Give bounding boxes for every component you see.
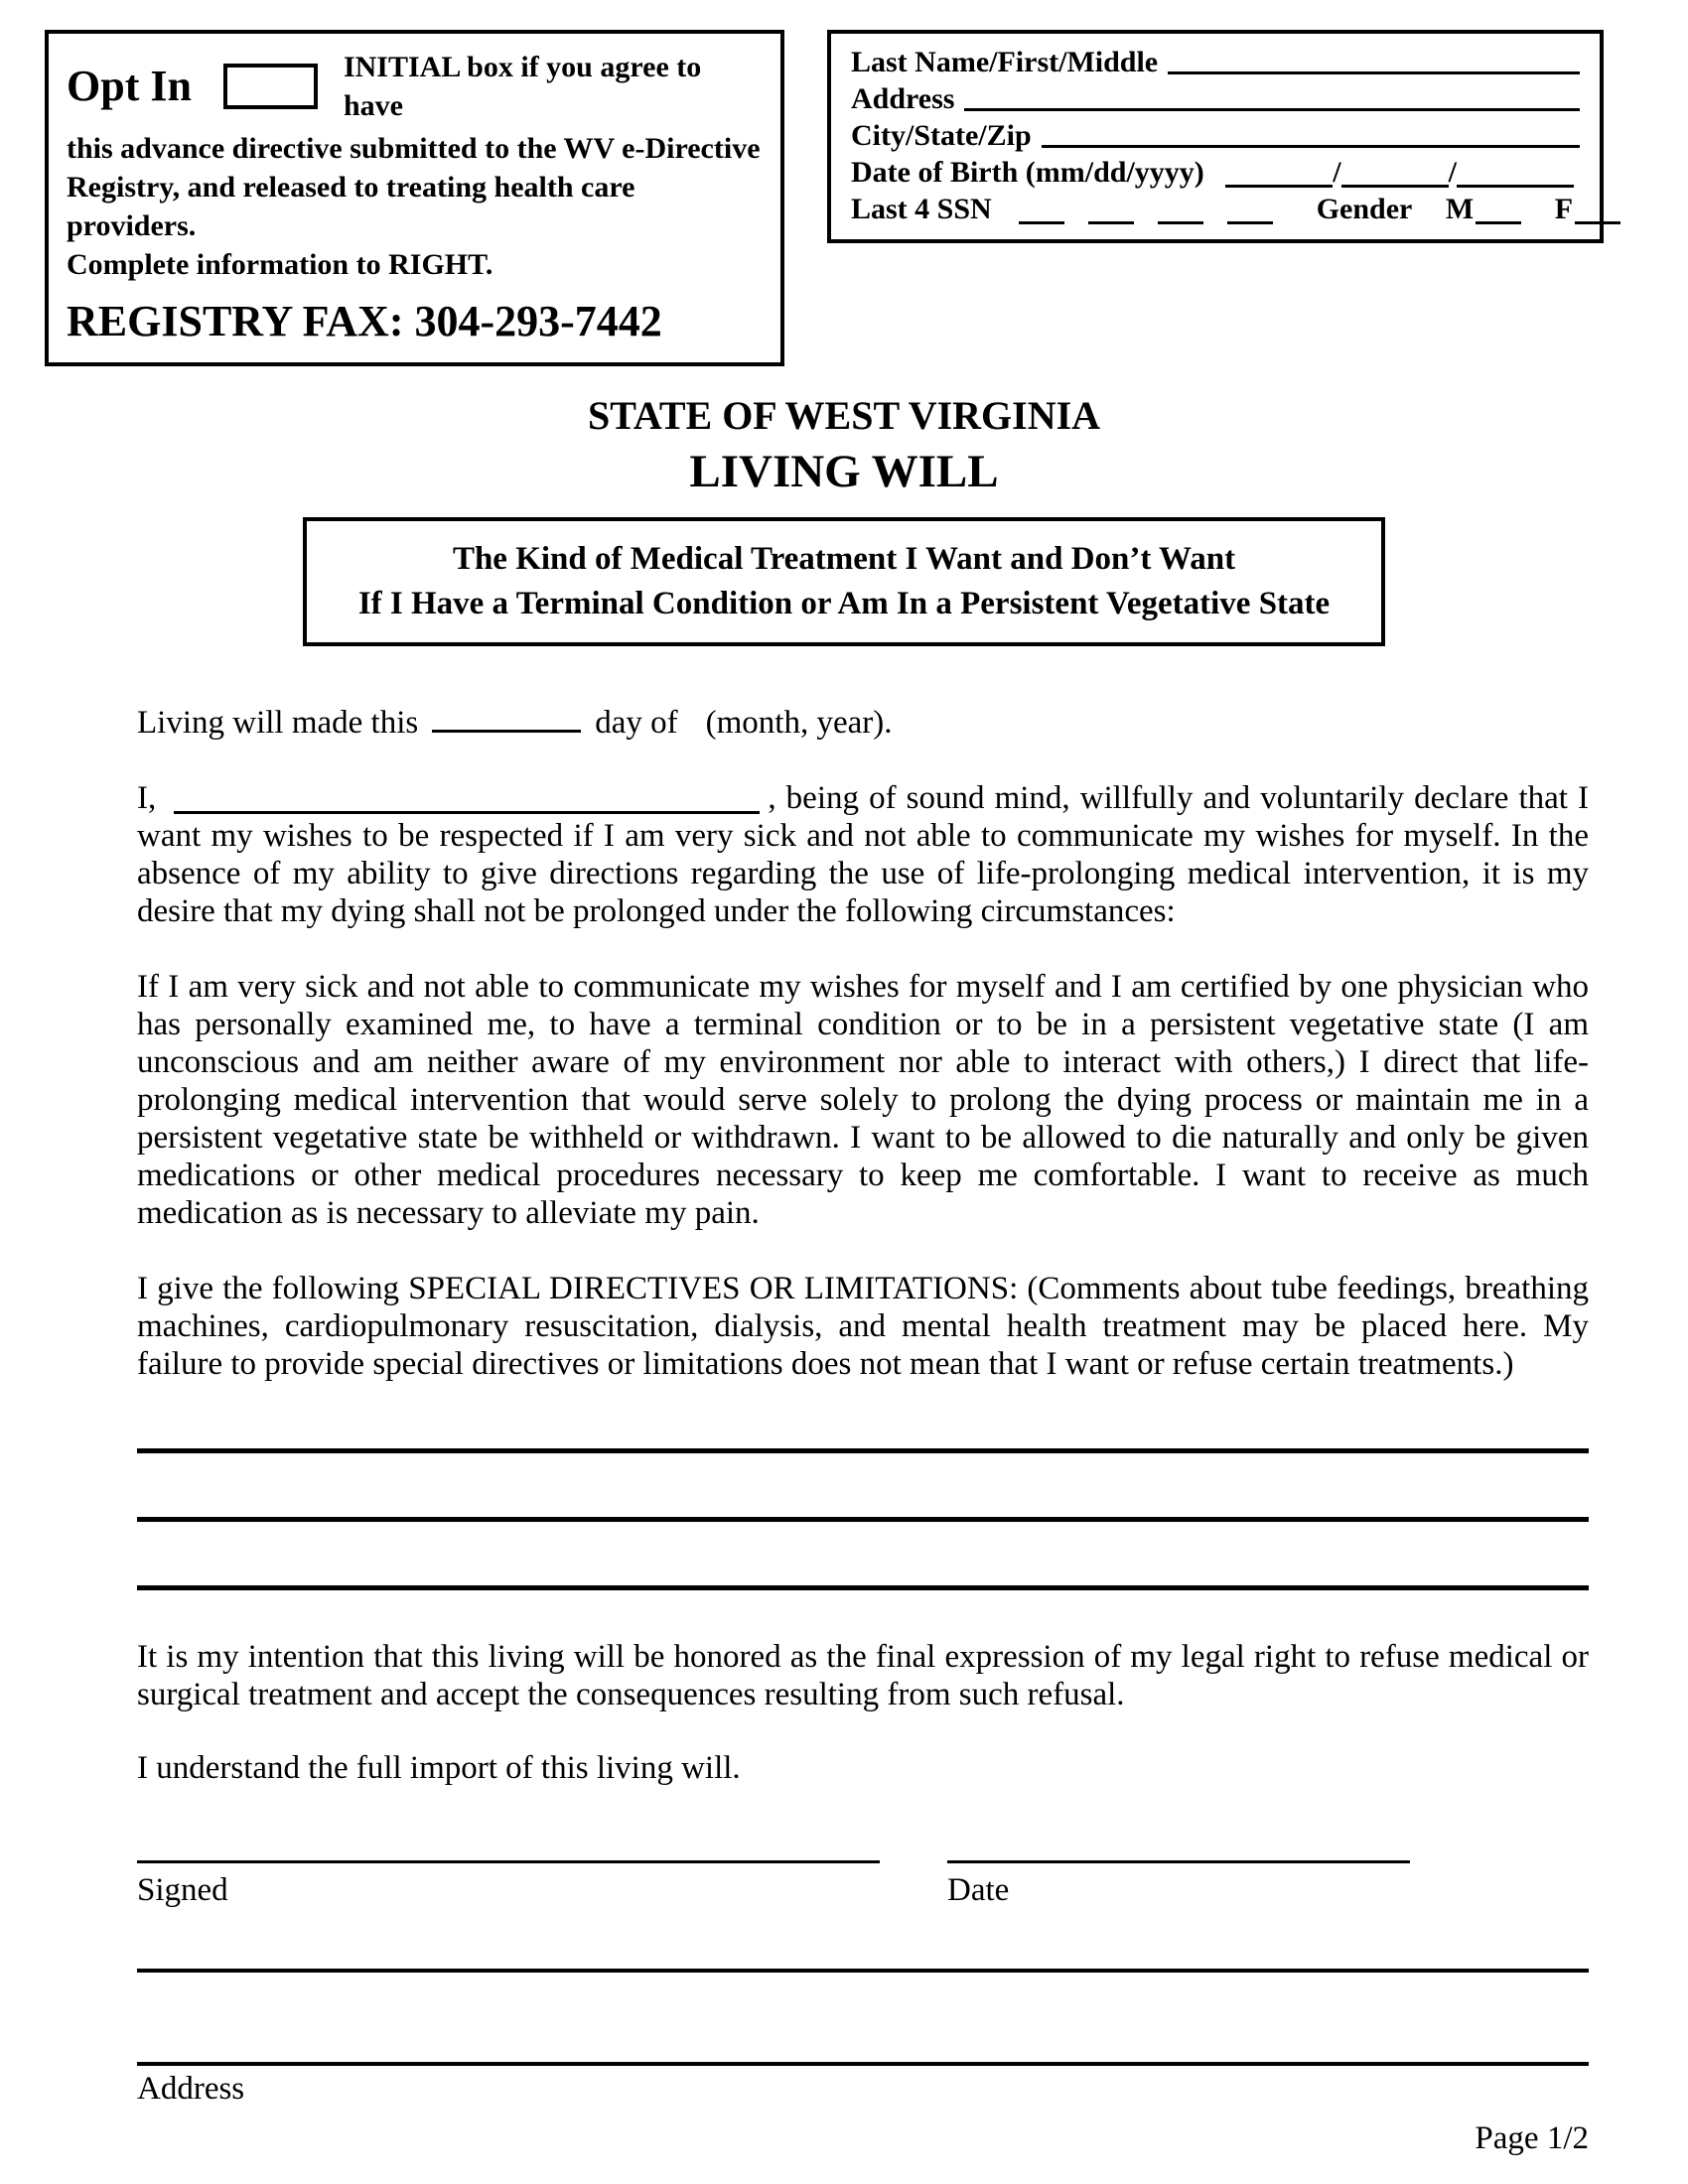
subtitle-box	[303, 517, 1385, 646]
ssn-field-label: Last 4 SSN	[851, 193, 992, 225]
signed-column	[137, 1860, 880, 1909]
date-label: Date	[947, 1872, 1010, 1909]
declaration-suffix: , being of sound mind, willfully and voluntarily declare that I want my wishes to be respected if I am very sick and not able to communicate my wishes for myself. In the absence of my ability to give directions regarding the use of life-prolonging medical intervention, it is my desire that my dying shall not be prolonged under the following circumstances:	[137, 780, 1590, 930]
declaration-prefix: I,	[137, 780, 157, 817]
gender-label: Gender	[1316, 193, 1413, 225]
header-boxes-row	[45, 30, 1604, 366]
state-title: STATE OF WEST VIRGINIA	[587, 393, 1101, 438]
opt-in-instruction-line3: Registry, and released to treating health care providers.	[67, 171, 635, 242]
directive-paragraph: If I am very sick and not able to communicate my wishes for myself and I am certified by one physician who has personally examined me, to have a terminal condition or to be in a persistent vegetative state (I am unconscious and am neither aware of my environment nor able to interact with others,) I direct that life-prolonging medical intervention that would serve solely to prolong the dying process or maintain me in a persistent vegetative state be withheld or withdrawn. I want to be allowed to die naturally and only be given medications or other medical procedures necessary to keep me comfortable. I want to receive as much medication as is necessary to alleviate my pain.	[137, 969, 1589, 1232]
gender-male-label: M	[1445, 193, 1475, 225]
address-field-label: Address	[851, 82, 955, 115]
gender-female-blank[interactable]	[1575, 221, 1620, 224]
special-directives-paragraph: I give the following SPECIAL DIRECTIVES OR LIMITATIONS: (Comments about tube feedings, breathing machines, cardiopulmonary resuscitation, dialysis, and mental health treatment may be placed here. My failure to provide special directives or limitations does not mean that I want or refuse certain treatments.)	[137, 1271, 1589, 1383]
ssn-digit-blank-2[interactable]	[1088, 221, 1134, 224]
name-field-label: Last Name/First/Middle	[851, 46, 1159, 78]
signed-label: Signed	[137, 1872, 228, 1909]
city-state-zip-field-blank[interactable]	[1042, 142, 1580, 148]
city-state-zip-field-label: City/State/Zip	[851, 119, 1032, 152]
subtitle-line2: If I Have a Terminal Condition or Am In a Persistent Vegetative State	[357, 586, 1331, 622]
subtitle-line1: The Kind of Medical Treatment I Want and Don’t Want	[452, 541, 1236, 578]
date-line-middle: day of	[595, 705, 678, 742]
day-blank[interactable]	[432, 730, 581, 733]
opt-in-instruction-line2: this advance directive submitted to the WV e-Directive	[67, 132, 761, 165]
document-body	[137, 704, 1589, 2157]
page-number: Page 1/2	[1475, 2120, 1589, 2157]
dob-separator-2: /	[1448, 156, 1457, 189]
date-line-prefix: Living will made this	[137, 705, 419, 742]
initial-input-box[interactable]	[223, 64, 318, 109]
dob-year-blank[interactable]	[1457, 185, 1574, 188]
gender-female-label: F	[1554, 193, 1574, 225]
signed-signature-line[interactable]	[137, 1860, 880, 1863]
document-title: LIVING WILL	[689, 446, 999, 497]
ssn-digit-blank-4[interactable]	[1227, 221, 1273, 224]
address-label: Address	[137, 2071, 245, 2108]
opt-in-registry-box	[45, 30, 784, 366]
city-state-zip-field-row	[851, 117, 1580, 154]
registry-fax-number: REGISTRY FAX: 304-293-7442	[67, 297, 662, 345]
signature-row	[137, 1860, 1589, 1909]
opt-in-instruction-line1: INITIAL box if you agree to have	[343, 51, 702, 122]
ssn-digit-blank-1[interactable]	[1019, 221, 1064, 224]
name-field-row	[851, 44, 1580, 80]
opt-in-title: Opt In	[67, 61, 192, 110]
gender-male-blank[interactable]	[1476, 221, 1521, 224]
special-directives-writing-line-1[interactable]	[137, 1448, 1589, 1453]
dob-day-blank[interactable]	[1341, 185, 1449, 188]
declarant-name-blank[interactable]	[174, 811, 760, 814]
ssn-digit-blank-3[interactable]	[1158, 221, 1203, 224]
date-made-line	[137, 704, 1589, 742]
opt-in-line	[67, 48, 763, 125]
patient-info-box	[827, 30, 1604, 243]
ssn-gender-field-row	[851, 191, 1580, 227]
witness-writing-line[interactable]	[137, 1969, 1589, 1973]
date-signature-line[interactable]	[947, 1860, 1410, 1863]
address-field-row	[851, 80, 1580, 117]
dob-field-label: Date of Birth (mm/dd/yyyy)	[851, 156, 1204, 189]
date-column	[947, 1860, 1410, 1909]
understanding-line: I understand the full import of this living will.	[137, 1750, 741, 1787]
opt-in-instruction-line4: Complete information to RIGHT.	[67, 248, 493, 281]
date-line-suffix: (month, year).	[705, 705, 893, 742]
name-field-blank[interactable]	[1168, 68, 1580, 74]
dob-field-row	[851, 154, 1580, 191]
declaration-paragraph	[137, 779, 1589, 930]
intention-paragraph: It is my intention that this living will be honored as the final expression of my legal right to refuse medical or surgical treatment and accept the consequences resulting from such refusal.	[137, 1639, 1589, 1713]
dob-separator: /	[1333, 156, 1341, 189]
special-directives-writing-line-2[interactable]	[137, 1517, 1589, 1522]
address-field-blank[interactable]	[964, 105, 1580, 111]
address-writing-line[interactable]	[137, 2062, 1589, 2066]
dob-month-blank[interactable]	[1225, 185, 1333, 188]
special-directives-writing-line-3[interactable]	[137, 1585, 1589, 1590]
